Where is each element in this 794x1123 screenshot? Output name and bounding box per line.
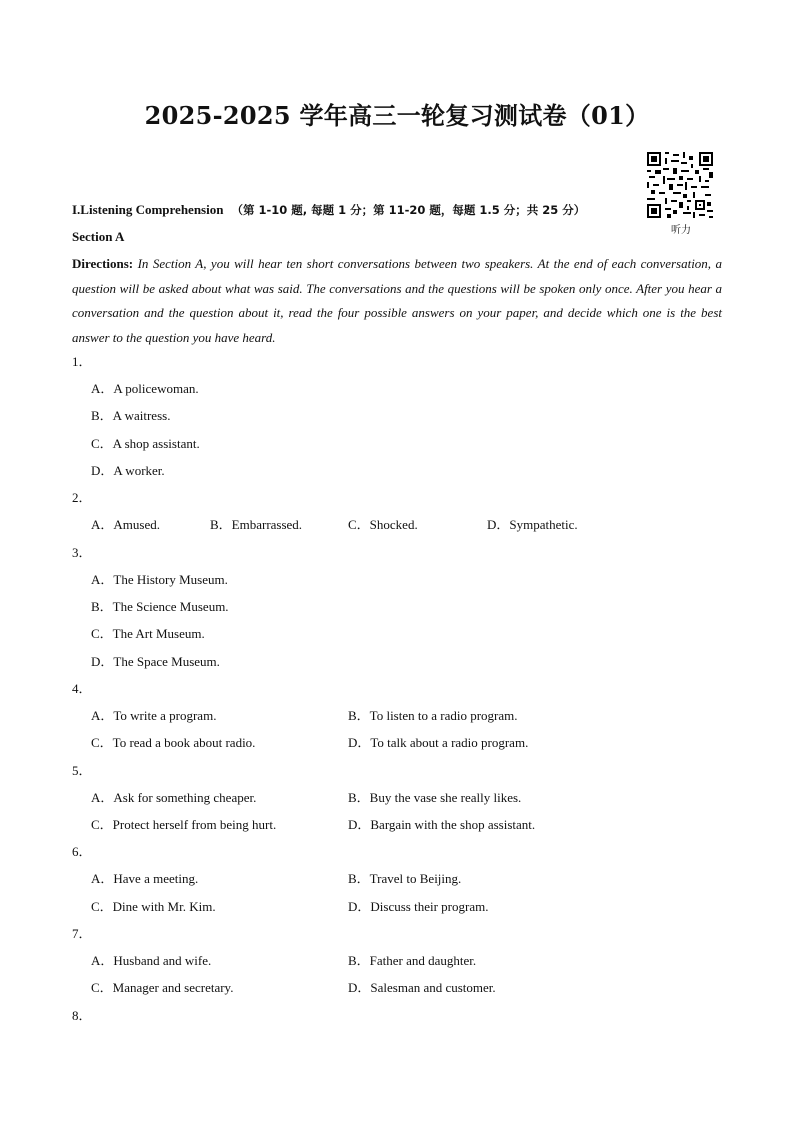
answer-option[interactable]: D．Sympathetic.: [487, 517, 578, 532]
answer-option[interactable]: D．Salesman and customer.: [348, 980, 496, 995]
answer-option[interactable]: C．The Art Museum.: [91, 626, 205, 641]
question-number: 3．: [72, 545, 92, 560]
answer-option[interactable]: D．Bargain with the shop assistant.: [348, 817, 536, 832]
answer-option[interactable]: B．Travel to Beijing.: [348, 871, 462, 886]
answer-option[interactable]: A．The History Museum.: [91, 572, 228, 587]
directions-paragraph: [72, 252, 722, 350]
part-heading-scoring: （第 1-10 题, 每题 1 分；第 11-20 题，每题 1.5 分；共 25 分）: [231, 203, 586, 217]
qr-code-block[interactable]: [647, 152, 715, 236]
question-number: 8．: [72, 1008, 92, 1023]
question-number: 7．: [72, 926, 92, 941]
answer-option[interactable]: C．To read a book about radio.: [91, 735, 256, 750]
qr-code-icon[interactable]: [647, 152, 713, 218]
part-heading: [72, 202, 585, 218]
answer-option[interactable]: C．Shocked.: [348, 517, 418, 532]
answer-option[interactable]: D．The Space Museum.: [91, 654, 220, 669]
directions-label: Directions:: [72, 256, 134, 271]
page-title: 2025-2025 学年高三一轮复习测试卷（01）: [144, 101, 650, 130]
answer-option[interactable]: A．Husband and wife.: [91, 953, 212, 968]
qr-caption: 听力: [671, 225, 691, 236]
answer-option[interactable]: B．The Science Museum.: [91, 599, 229, 614]
question-number: 6．: [72, 844, 92, 859]
answer-option[interactable]: C．Manager and secretary.: [91, 980, 234, 995]
answer-option[interactable]: C．A shop assistant.: [91, 436, 200, 451]
answer-option[interactable]: A．A policewoman.: [91, 381, 199, 396]
question-number: 5．: [72, 763, 92, 778]
question-number: 2．: [72, 490, 92, 505]
answer-option[interactable]: A．Ask for something cheaper.: [91, 790, 257, 805]
section-heading: Section A: [72, 229, 125, 244]
answer-option[interactable]: B．Embarrassed.: [210, 517, 303, 532]
answer-option[interactable]: B．Father and daughter.: [348, 953, 477, 968]
directions-text: In Section A, you will hear ten short conversations between two speakers. At the end of each conversation, a question will be asked about what was said. The conversations and the questions will be spoken only once. After you hear a conversation and the question about it, read the four possible answers on your paper, and decide which one is the best answer to the question you have heard.: [72, 256, 722, 345]
answer-option[interactable]: A．To write a program.: [91, 708, 217, 723]
answer-option[interactable]: D．A worker.: [91, 463, 165, 478]
answer-option[interactable]: B．To listen to a radio program.: [348, 708, 518, 723]
answer-option[interactable]: C．Dine with Mr. Kim.: [91, 899, 216, 914]
answer-option[interactable]: C．Protect herself from being hurt.: [91, 817, 277, 832]
answer-option[interactable]: D．To talk about a radio program.: [348, 735, 529, 750]
part-heading-title: I.Listening Comprehension: [72, 202, 224, 217]
answer-option[interactable]: A．Have a meeting.: [91, 871, 199, 886]
answer-option[interactable]: B．A waitress.: [91, 408, 171, 423]
answer-option[interactable]: A．Amused.: [91, 517, 160, 532]
question-number: 4．: [72, 681, 92, 696]
answer-option[interactable]: D．Discuss their program.: [348, 899, 489, 914]
answer-option[interactable]: B．Buy the vase she really likes.: [348, 790, 522, 805]
question-number: 1．: [72, 354, 92, 369]
